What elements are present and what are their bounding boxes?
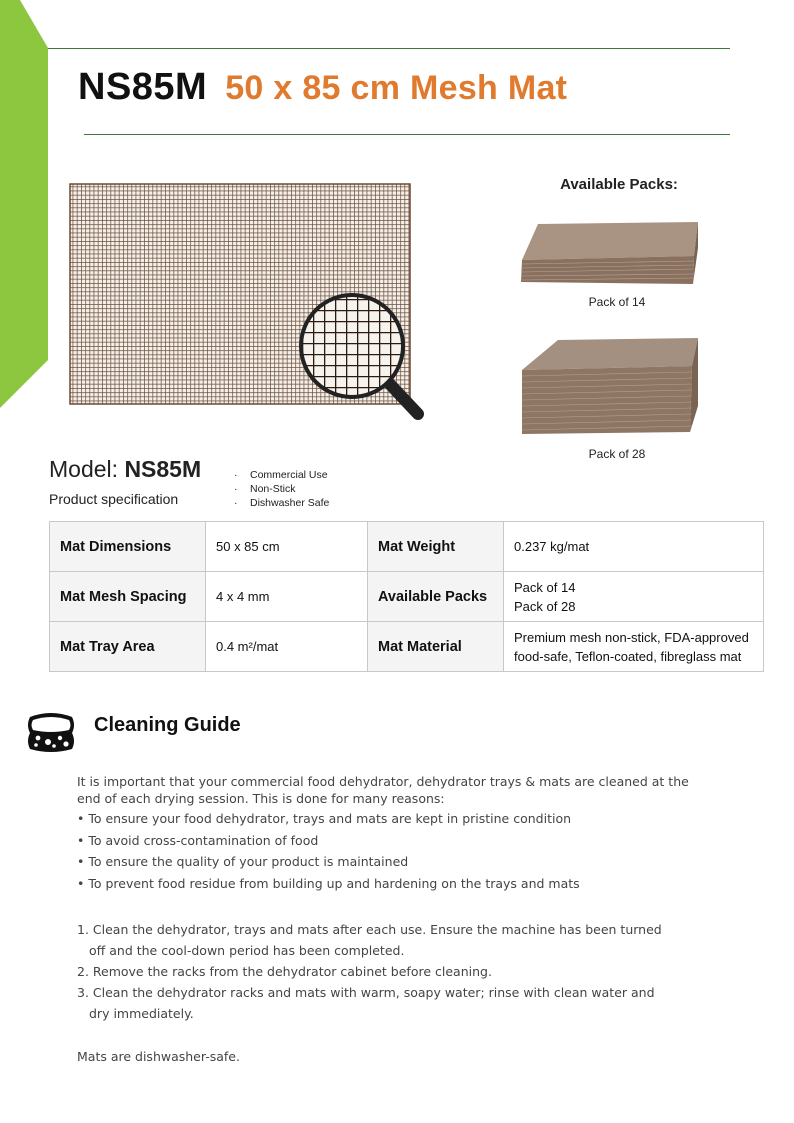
spec-table <box>49 521 764 672</box>
feature-item: · Commercial Use <box>234 468 329 482</box>
list-item: • To ensure the quality of your product is maintained <box>77 854 409 869</box>
mesh-mat-image <box>60 178 440 432</box>
spec-value <box>504 522 764 572</box>
spec-value-line: 0.237 kg/mat <box>514 539 590 554</box>
spec-label: Mat Mesh Spacing <box>50 572 206 622</box>
model-code: NS85M <box>78 66 208 108</box>
pack-image-14 <box>518 216 703 292</box>
packs-title: Available Packs: <box>560 176 678 193</box>
feature-item: · Non-Stick <box>234 482 329 496</box>
pack-label-14: Pack of 14 <box>588 295 646 309</box>
spec-value: 0.4 m²/mat <box>206 622 368 672</box>
intro-line: end of each drying session. This is done for many reasons: <box>77 791 445 806</box>
spec-label: Mat Material <box>368 622 504 672</box>
intro-line: It is important that your commercial food dehydrator, dehydrator trays & mats are cleaned at the <box>77 774 689 789</box>
step-item: 2. Remove the racks from the dehydrator cabinet before cleaning. <box>77 964 492 979</box>
reasons-list <box>77 808 580 894</box>
sponge-icon <box>24 711 78 753</box>
steps-list <box>77 919 717 1024</box>
corner-accent <box>0 0 50 410</box>
spec-value: 50 x 85 cm <box>206 522 368 572</box>
cleaning-footer: Mats are dishwasher-safe. <box>77 1049 240 1064</box>
feature-item: · Dishwasher Safe <box>234 496 329 510</box>
spec-label: Mat Dimensions <box>50 522 206 572</box>
cleaning-intro <box>77 773 717 807</box>
list-item: • To prevent food residue from building up and hardening on the trays and mats <box>77 875 580 891</box>
product-name: 50 x 85 cm Mesh Mat <box>225 69 568 107</box>
spec-label: Mat Weight <box>368 522 504 572</box>
step-item-continued: off and the cool-down period has been completed. <box>89 943 405 958</box>
title-rule <box>84 134 730 135</box>
step-item: 1. Clean the dehydrator, trays and mats after each use. Ensure the machine has been turned <box>77 922 662 937</box>
top-rule <box>48 48 730 49</box>
model-heading <box>49 456 201 483</box>
spec-value-line: food-safe, Teflon-coated, fibreglass mat <box>514 648 742 664</box>
spec-value-line: Pack of 28 <box>514 598 576 614</box>
spec-value-line: Pack of 14 <box>514 579 576 595</box>
spec-value-line: Premium mesh non-stick, FDA-approved <box>514 629 749 645</box>
table-row <box>50 522 764 572</box>
feature-list <box>234 468 329 510</box>
list-item: • To ensure your food dehydrator, trays and mats are kept in pristine condition <box>77 811 572 826</box>
step-item-continued: dry immediately. <box>89 1006 194 1021</box>
spec-value: 4 x 4 mm <box>206 572 368 622</box>
spec-value <box>504 622 764 672</box>
table-row <box>50 572 764 622</box>
page-title <box>78 66 567 109</box>
spec-subtitle: Product specification <box>49 491 179 507</box>
spec-label: Available Packs <box>368 572 504 622</box>
spec-label: Mat Tray Area <box>50 622 206 672</box>
pack-image-28 <box>518 336 703 440</box>
model-code-bold: NS85M <box>124 456 202 482</box>
list-item: • To avoid cross-contamination of food <box>77 832 319 848</box>
spec-value <box>504 572 764 622</box>
pack-label-28: Pack of 28 <box>588 447 646 461</box>
model-prefix: Model: <box>49 456 119 482</box>
cleaning-guide-title: Cleaning Guide <box>94 714 241 736</box>
table-row <box>50 622 764 672</box>
step-item: 3. Clean the dehydrator racks and mats with warm, soapy water; rinse with clean water and <box>77 985 655 1000</box>
